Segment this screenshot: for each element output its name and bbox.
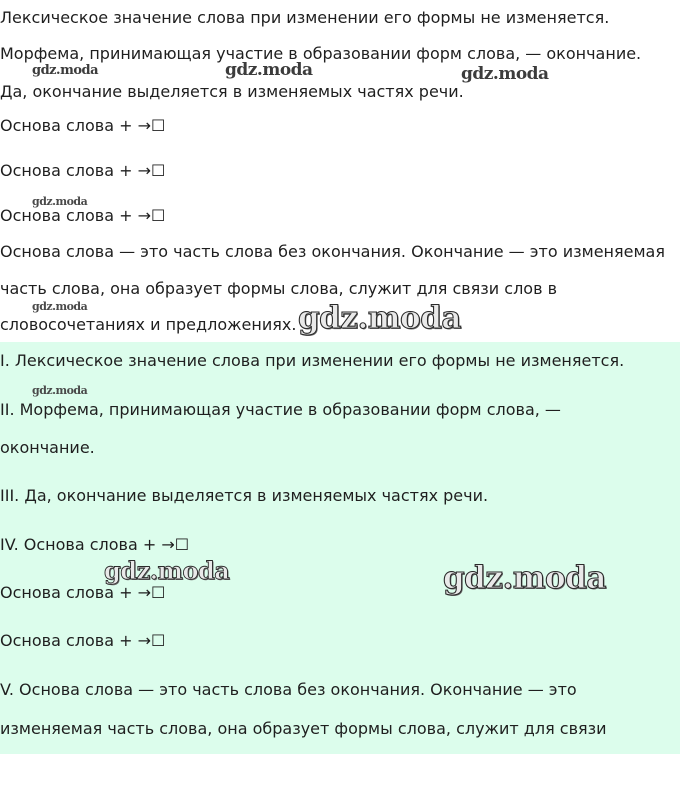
question-line-1: Лексическое значение слова при изменении его формы не изменяется. (0, 8, 610, 27)
answer-line-8: V. Основа слова — это часть слова без окончания. Окончание — это (0, 680, 577, 699)
question-line-8: часть слова, она образует формы слова, служит для связи слов в (0, 279, 558, 298)
watermark: gdz.moda (32, 63, 99, 78)
question-line-5: Основа слова + →☐ (0, 161, 166, 180)
watermark: gdz.moda (443, 560, 606, 596)
question-line-7: Основа слова — это часть слова без окончания. Окончание — это изменяемая (0, 242, 665, 261)
question-line-4: Основа слова + →☐ (0, 116, 166, 135)
answer-line-7: Основа слова + →☐ (0, 631, 166, 650)
question-line-9: словосочетаниях и предложениях. (0, 315, 297, 334)
answer-line-2: II. Морфема, принимающая участие в образовании форм слова, — (0, 400, 561, 419)
answer-line-5: IV. Основа слова + →☐ (0, 535, 190, 554)
watermark: gdz.moda (32, 300, 88, 313)
watermark: gdz.moda (32, 195, 88, 208)
answer-line-9: изменяемая часть слова, она образует формы слова, служит для связи (0, 719, 607, 738)
answer-line-4: III. Да, окончание выделяется в изменяемых частях речи. (0, 486, 489, 505)
watermark: gdz.moda (461, 64, 549, 84)
answer-line-3: окончание. (0, 438, 95, 457)
answer-line-1: I. Лексическое значение слова при изменении его формы не изменяется. (0, 351, 625, 370)
question-line-3: Да, окончание выделяется в изменяемых частях речи. (0, 82, 464, 101)
watermark: gdz.moda (298, 300, 461, 336)
question-line-2: Морфема, принимающая участие в образовании форм слова, — окончание. (0, 44, 642, 63)
question-line-6: Основа слова + →☐ (0, 206, 166, 225)
watermark: gdz.moda (225, 60, 313, 80)
watermark: gdz.moda (32, 384, 88, 397)
answer-line-6: Основа слова + →☐ (0, 583, 166, 602)
watermark: gdz.moda (104, 556, 230, 585)
